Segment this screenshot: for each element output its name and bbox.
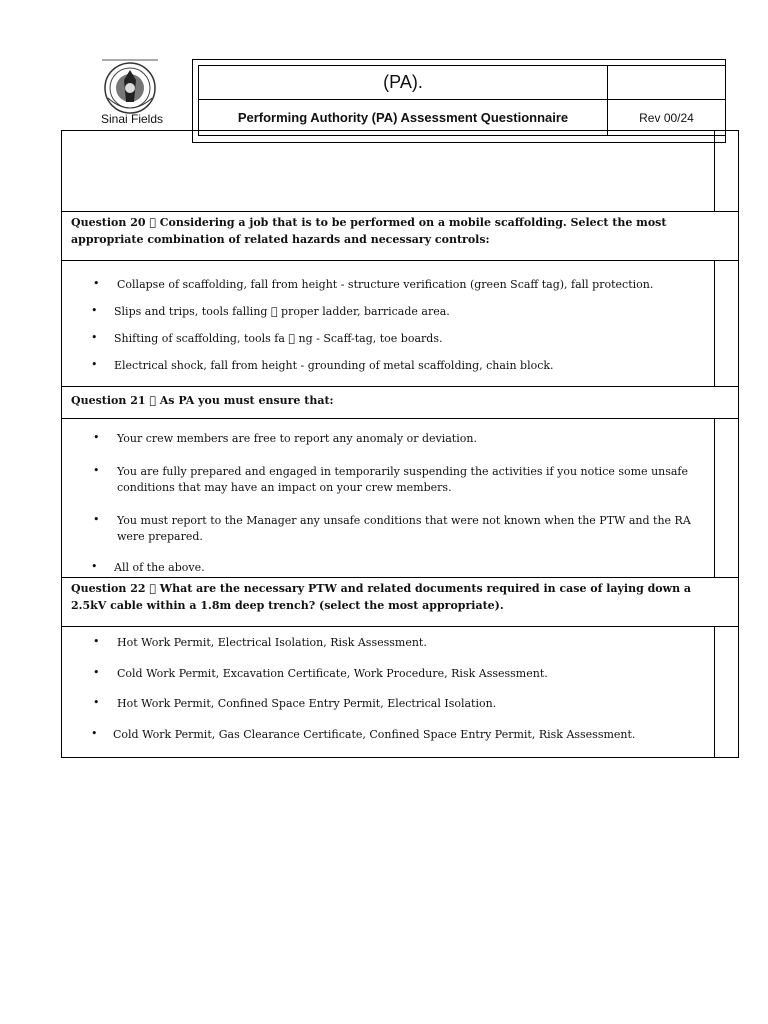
header-empty-cell xyxy=(607,65,726,100)
bullet-icon: • xyxy=(91,331,98,344)
bullet-icon: • xyxy=(93,513,100,526)
bullet-icon: • xyxy=(91,560,98,573)
q20-option-3: Shifting of scaffolding, tools fa   ng - Scaff-tag, toe boards. xyxy=(114,332,443,345)
q21-option-1: Your crew members are free to report any anomaly or deviation. xyxy=(117,432,477,445)
bullet-icon: • xyxy=(93,635,100,648)
q22-option-3: Hot Work Permit, Confined Space Entry Permit, Electrical Isolation. xyxy=(117,697,497,710)
q22-option-4: Cold Work Permit, Gas Clearance Certificate, Confined Space Entry Permit, Risk Assessment. xyxy=(113,728,636,741)
question-21-heading: Question 21   As PA you must ensure that: xyxy=(71,394,334,407)
q20-option-4: Electrical shock, fall from height - grounding of metal scaffolding, chain block. xyxy=(114,359,554,372)
bullet-icon: • xyxy=(91,727,98,740)
bullet-icon: • xyxy=(93,696,100,709)
company-name: Sinai Fields xyxy=(100,112,164,126)
bullet-icon: • xyxy=(93,464,100,477)
bullet-icon: • xyxy=(91,358,98,371)
answer-column-divider xyxy=(714,627,715,758)
q21-option-2: You are fully prepared and engaged in temporarily suspending the activities if you notice some unsafe conditions that may have an impact on your crew members. xyxy=(117,465,689,494)
answer-column-divider xyxy=(714,419,715,577)
answer-column-divider xyxy=(714,130,715,211)
doc-code: (PA). xyxy=(198,65,608,100)
bullet-icon: • xyxy=(91,304,98,317)
revision-label: Rev 00/24 xyxy=(607,99,726,136)
q22-option-2: Cold Work Permit, Excavation Certificate, Work Procedure, Risk Assessment. xyxy=(117,667,548,680)
question-22-heading: Question 22   What are the necessary PTW and related documents required in case of laying down a 2.5kV cable within a 1.8m deep trench? (select the most appropriate). xyxy=(71,582,692,612)
bullet-icon: • xyxy=(93,277,100,290)
company-logo xyxy=(96,58,164,118)
q21-option-3: You must report to the Manager any unsafe conditions that were not known when the PTW and the RA were prepared. xyxy=(117,514,691,543)
q21-option-4: All of the above. xyxy=(114,561,205,574)
q22-option-1: Hot Work Permit, Electrical Isolation, Risk Assessment. xyxy=(117,636,427,649)
bullet-icon: • xyxy=(93,666,100,679)
answer-column-divider xyxy=(714,261,715,386)
doc-title: Performing Authority (PA) Assessment Questionnaire xyxy=(198,99,608,136)
q20-option-1: Collapse of scaffolding, fall from height - structure verification (green Scaff tag), fall protection. xyxy=(117,278,654,291)
question-20-heading: Question 20   Considering a job that is to be performed on a mobile scaffolding. Select the most appropriate combination of related hazards and necessary controls: xyxy=(71,216,667,246)
q20-option-2: Slips and trips, tools falling   proper ladder, barricade area. xyxy=(114,305,450,318)
bullet-icon: • xyxy=(93,431,100,444)
